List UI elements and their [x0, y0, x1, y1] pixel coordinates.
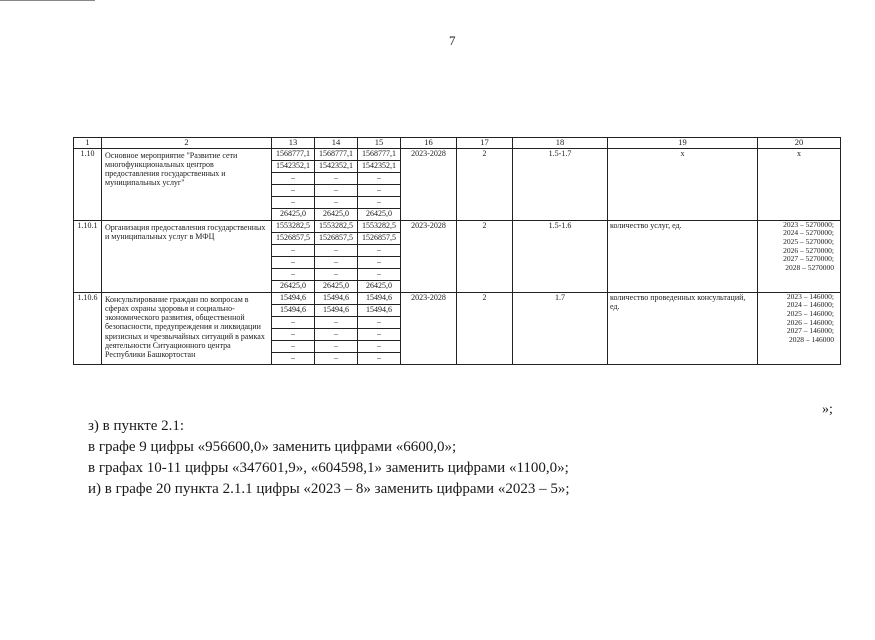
- funding-value-cell: –: [315, 196, 358, 208]
- funding-value-cell: –: [272, 268, 315, 280]
- funding-value-cell: –: [315, 340, 358, 352]
- funding-value-cell: –: [315, 328, 358, 340]
- funding-value-cell: –: [272, 316, 315, 328]
- funding-value-cell: –: [358, 352, 401, 364]
- funding-value-cell: –: [272, 184, 315, 196]
- target-value-line: 2023 – 5270000;: [783, 220, 834, 229]
- scan-corner-line: [0, 0, 95, 1]
- funding-value-cell: 1526857,5: [315, 232, 358, 244]
- amendment-text: [88, 416, 570, 500]
- funding-value-cell: –: [315, 172, 358, 184]
- target-value-line: 2025 – 5270000;: [783, 237, 834, 247]
- header-cell: 15: [358, 138, 401, 149]
- funding-value-cell: 1542352,1: [358, 160, 401, 172]
- target-value-line: 2026 – 146000;: [786, 317, 834, 327]
- amendment-line: и) в графе 20 пункта 2.1.1 цифры «2023 – 8» заменить цифрами «2023 – 5»;: [88, 481, 570, 497]
- header-cell: 20: [758, 138, 841, 149]
- table-row: [74, 220, 841, 232]
- funding-value-cell: 1568777,1: [358, 148, 401, 160]
- funding-value-cell: –: [315, 256, 358, 268]
- funding-value-cell: –: [315, 244, 358, 256]
- funding-value-cell: –: [358, 268, 401, 280]
- funding-value-cell: –: [272, 244, 315, 256]
- funding-value-cell: –: [358, 184, 401, 196]
- target-values-cell: [758, 220, 841, 292]
- table-row: [74, 148, 841, 160]
- table-body: [74, 138, 841, 365]
- funding-value-cell: 1553282,5: [358, 220, 401, 232]
- indicator-ref-cell: 1.7: [513, 292, 608, 364]
- target-values-cell: [758, 292, 841, 364]
- funding-value-cell: –: [315, 184, 358, 196]
- funding-value-cell: –: [358, 316, 401, 328]
- target-value-line: 2025 – 146000;: [786, 309, 834, 319]
- target-value-line: 2028 – 5270000: [785, 262, 834, 272]
- indicator-name-cell: количество услуг, ед.: [608, 220, 758, 292]
- funding-value-cell: 1526857,5: [272, 232, 315, 244]
- header-cell: 1: [74, 138, 102, 149]
- funding-value-cell: 15494,6: [315, 292, 358, 304]
- funding-value-cell: 1542352,1: [315, 160, 358, 172]
- funding-value-cell: –: [358, 340, 401, 352]
- target-values-cell: [758, 148, 841, 220]
- target-value-line: х: [797, 148, 801, 158]
- funding-value-cell: 1553282,5: [272, 220, 315, 232]
- funding-value-cell: 15494,6: [272, 304, 315, 316]
- target-value-line: 2028 – 146000: [789, 334, 834, 344]
- col17-cell: 2: [457, 220, 513, 292]
- funding-value-cell: –: [272, 256, 315, 268]
- funding-value-cell: 15494,6: [358, 304, 401, 316]
- header-cell: 14: [315, 138, 358, 149]
- funding-value-cell: –: [272, 352, 315, 364]
- funding-value-cell: 1526857,5: [358, 232, 401, 244]
- page-number: 7: [449, 33, 456, 48]
- indicator-name-cell: х: [608, 148, 758, 220]
- row-number-cell: 1.10.6: [74, 292, 102, 364]
- amendment-line: з) в пункте 2.1:: [88, 418, 185, 434]
- header-row: [74, 138, 841, 149]
- funding-value-cell: 26425,0: [358, 208, 401, 220]
- funding-value-cell: 1553282,5: [315, 220, 358, 232]
- period-cell: 2023-2028: [401, 148, 457, 220]
- funding-value-cell: 1568777,1: [315, 148, 358, 160]
- target-value-line: 2023 – 146000;: [786, 292, 834, 301]
- funding-value-cell: 26425,0: [272, 208, 315, 220]
- header-cell: 19: [608, 138, 758, 149]
- period-cell: 2023-2028: [401, 292, 457, 364]
- target-value-line: 2026 – 5270000;: [783, 245, 834, 255]
- program-table: [73, 137, 841, 365]
- header-cell: 18: [513, 138, 608, 149]
- indicator-ref-cell: 1.5-1.7: [513, 148, 608, 220]
- funding-value-cell: –: [358, 196, 401, 208]
- closing-quote: »;: [822, 402, 833, 417]
- target-value-line: 2024 – 146000;: [786, 300, 834, 310]
- amendment-line: в графе 9 цифры «956600,0» заменить цифрами «6600,0»;: [88, 439, 457, 455]
- funding-value-cell: 26425,0: [272, 280, 315, 292]
- header-cell: 17: [457, 138, 513, 149]
- funding-value-cell: –: [272, 196, 315, 208]
- funding-value-cell: –: [315, 316, 358, 328]
- funding-value-cell: –: [272, 328, 315, 340]
- activity-name-cell: Основное мероприятие "Развитие сети многофункциональных центров предоставления государственных и муниципальных услуг": [102, 148, 272, 220]
- activity-name-cell: Консультирование граждан по вопросам в сферах охраны здоровья и социально-экономического развития, общественной безопасности, предупреждения и ликвидации кризисных и чрезвычайных ситуаций в рамках деятельности Ситуационного центра Республики Башкортостан: [102, 292, 272, 364]
- funding-value-cell: –: [272, 340, 315, 352]
- activity-name-cell: Организация предоставления государственных и муниципальных услуг в МФЦ: [102, 220, 272, 292]
- funding-value-cell: 1568777,1: [272, 148, 315, 160]
- col17-cell: 2: [457, 292, 513, 364]
- funding-value-cell: 26425,0: [315, 280, 358, 292]
- funding-value-cell: 26425,0: [315, 208, 358, 220]
- indicator-ref-cell: 1.5-1.6: [513, 220, 608, 292]
- funding-value-cell: –: [315, 352, 358, 364]
- period-cell: 2023-2028: [401, 220, 457, 292]
- funding-value-cell: 15494,6: [315, 304, 358, 316]
- target-value-line: 2027 – 5270000;: [783, 254, 834, 264]
- funding-value-cell: –: [358, 244, 401, 256]
- funding-value-cell: 15494,6: [272, 292, 315, 304]
- col17-cell: 2: [457, 148, 513, 220]
- table-row: [74, 292, 841, 304]
- amendment-line: в графах 10-11 цифры «347601,9», «604598,1» заменить цифрами «1100,0»;: [88, 460, 569, 476]
- row-number-cell: 1.10: [74, 148, 102, 220]
- funding-value-cell: –: [358, 256, 401, 268]
- indicator-name-cell: количество проведенных консультаций, ед.: [608, 292, 758, 364]
- header-cell: 2: [102, 138, 272, 149]
- target-value-line: 2024 – 5270000;: [783, 228, 834, 238]
- funding-value-cell: 15494,6: [358, 292, 401, 304]
- funding-value-cell: –: [272, 172, 315, 184]
- funding-value-cell: 26425,0: [358, 280, 401, 292]
- funding-value-cell: –: [315, 268, 358, 280]
- target-value-line: 2027 – 146000;: [786, 326, 834, 336]
- header-cell: 13: [272, 138, 315, 149]
- program-table-wrapper: [73, 137, 840, 365]
- funding-value-cell: –: [358, 172, 401, 184]
- funding-value-cell: 1542352,1: [272, 160, 315, 172]
- header-cell: 16: [401, 138, 457, 149]
- row-number-cell: 1.10.1: [74, 220, 102, 292]
- funding-value-cell: –: [358, 328, 401, 340]
